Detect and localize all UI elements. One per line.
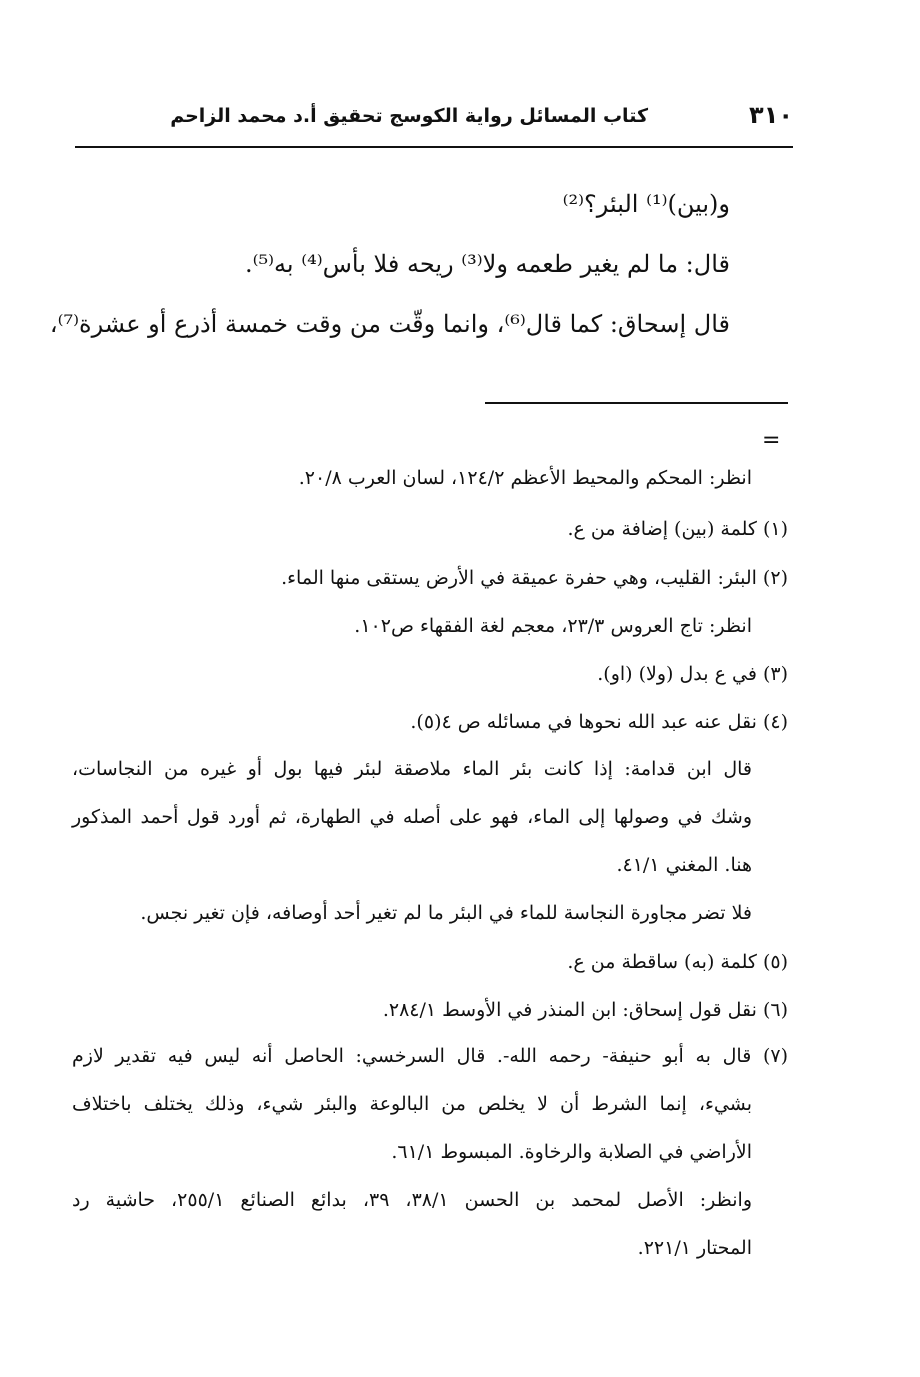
footnote-line: المحتار ٢٢١/١. <box>637 1237 752 1259</box>
footnote-line: (٣) في ع بدل (ولا) (او). <box>597 663 788 685</box>
header-divider <box>75 146 793 148</box>
page-number: ٣١٠ <box>749 101 793 129</box>
footnote-line: فلا تضر مجاورة النجاسة للماء في البئر ما لم تغير أحد أوصافه، فإن تغير نجس. <box>140 902 752 924</box>
footnote-line: وانظر: الأصل لمحمد بن الحسن ٣٨/١، ٣٩، بدائع الصنائع ٢٥٥/١، حاشية رد <box>72 1189 752 1211</box>
footnote-line: (٧) قال به أبو حنيفة- رحمه الله-. قال السرخسي: الحاصل أنه ليس فيه تقدير لازم <box>72 1045 788 1067</box>
main-text-line: و(بين)⁽¹⁾ البئر؟⁽²⁾ <box>562 190 730 218</box>
footnote-line: (٥) كلمة (به) ساقطة من ع. <box>567 951 788 973</box>
footnote-line: بشيء، إنما الشرط أن لا يخلص من البالوعة والبئر شيء، وذلك يختلف باختلاف <box>72 1093 752 1115</box>
footnote-line: انظر: تاج العروس ٢٣/٣، معجم لغة الفقهاء ص١٠٢. <box>354 615 752 637</box>
running-title: كتاب المسائل رواية الكوسج تحقيق أ.د محمد الزاحم <box>170 105 648 127</box>
footnote-line: (٤) نقل عنه عبد الله نحوها في مسائله ص ٤(٥). <box>410 711 788 733</box>
footnote-continuation-mark: = <box>762 428 781 453</box>
footnote-line: (٦) نقل قول إسحاق: ابن المنذر في الأوسط ٢٨٤/١. <box>382 999 788 1021</box>
footnote-line: انظر: المحكم والمحيط الأعظم ١٢٤/٢، لسان العرب ٢٠/٨. <box>298 467 752 489</box>
page-header <box>75 95 793 143</box>
main-text-line: قال إسحاق: كما قال⁽⁶⁾، وانما وقّت من وقت خمسة أذرع أو عشرة⁽⁷⁾، <box>49 310 730 338</box>
footnote-line: قال ابن قدامة: إذا كانت بئر الماء ملاصقة لبئر فيها بول أو غيره من النجاسات، <box>72 758 752 780</box>
footnote-line: الأراضي في الصلابة والرخاوة. المبسوط ٦١/١. <box>391 1141 752 1163</box>
footnote-line: (١) كلمة (بين) إضافة من ع. <box>567 518 788 540</box>
footnote-line: هنا. المغني ٤١/١. <box>616 854 752 876</box>
main-text-line: قال: ما لم يغير طعمه ولا⁽³⁾ ريحه فلا بأس⁽⁴⁾ به⁽⁵⁾. <box>244 250 730 278</box>
footnote-divider <box>485 402 788 404</box>
footnote-line: (٢) البئر: القليب، وهي حفرة عميقة في الأرض يستقى منها الماء. <box>281 567 788 589</box>
footnote-line: وشك في وصولها إلى الماء، فهو على أصله في الطهارة، ثم أورد قول أحمد المذكور <box>72 806 752 828</box>
